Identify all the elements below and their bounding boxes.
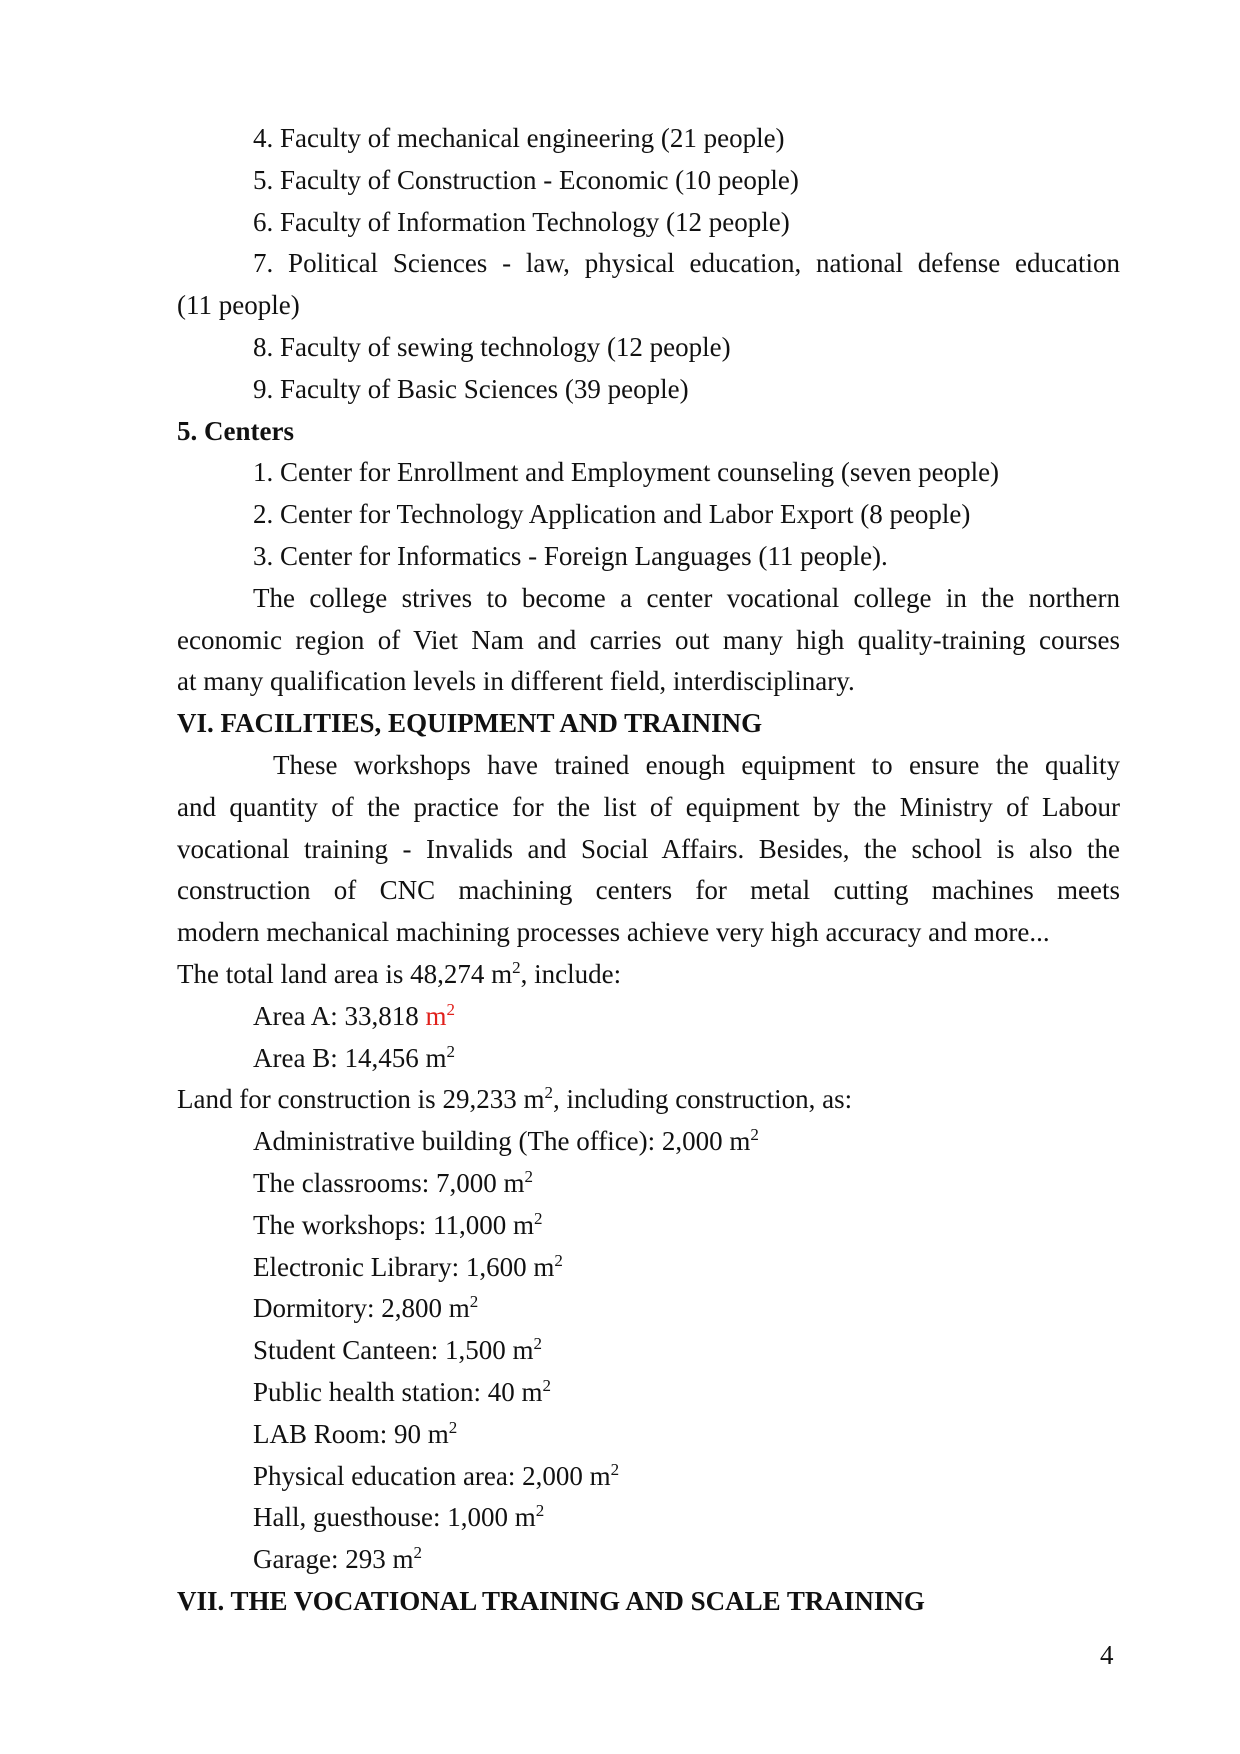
page-number: 4 (1100, 1640, 1114, 1670)
building-canteen: Student Canteen: 1,500 $m^2$ (253, 1334, 542, 1366)
area-a-unit: $m^2$ (425, 999, 455, 1031)
construction-land-suffix: , including construction, as: (552, 1084, 853, 1115)
facilities-paragraph-line-2: and quantity of the practice for the list of equipment by the Ministry of Labour (177, 791, 1120, 822)
superscript-2: 2 (533, 1208, 543, 1228)
college-paragraph-line-2: economic region of Viet Nam and carries out many high quality-training courses (177, 624, 1120, 655)
building-hall-guesthouse: Hall, guesthouse: 1,000 $m^2$ (253, 1501, 545, 1533)
facilities-paragraph-line-3: vocational training - Invalids and Social Affairs. Besides, the school is also the (177, 833, 1120, 864)
superscript-2: 2 (544, 1083, 553, 1103)
faculty-item-5: 5. Faculty of Construction - Economic (10 people) (253, 164, 799, 195)
area-b (177, 1038, 1120, 1080)
college-paragraph-line-1: The college strives to become a center vocational college in the northern (253, 582, 1120, 613)
building-lab-room: LAB Room: 90 $m^2$ (253, 1417, 458, 1449)
building-workshops: The workshops: 11,000 $m^2$ (253, 1208, 543, 1240)
building-physical-education: Physical education area: 2,000 $m^2$ (253, 1459, 620, 1491)
construction-land (177, 1079, 1120, 1121)
building-garage: Garage: 293 $m^2$ (253, 1543, 422, 1575)
area-a-text: Area A: 33,818 (253, 1000, 426, 1031)
superscript-2: 2 (469, 1292, 479, 1312)
faculty-item-4: 4. Faculty of mechanical engineering (21 people) (253, 123, 785, 153)
building-health-station: Public health station: 40 $m^2$ (253, 1375, 551, 1407)
faculty-item-6: 6. Faculty of Information Technology (12 people) (253, 206, 790, 237)
section-7-heading: VII. THE VOCATIONAL TRAINING AND SCALE TRAINING (177, 1585, 925, 1616)
faculty-item-7: 7. Political Sciences - law, physical education, national defense education (253, 248, 1120, 279)
building-dormitory: Dormitory: 2,800 $m^2$ (253, 1292, 479, 1324)
center-item-3: 3. Center for Informatics - Foreign Languages (11 people). (253, 540, 888, 571)
superscript-2: 2 (524, 1166, 533, 1186)
faculty-item-7-continued: (11 people) (177, 290, 300, 321)
college-paragraph-line-3: at many qualification levels in different field, interdisciplinary. (177, 666, 855, 697)
superscript-2: 2 (446, 1041, 455, 1061)
superscript-2: 2 (610, 1459, 620, 1479)
facilities-paragraph-line-4: construction of CNC machining centers for metal cutting machines meets (177, 875, 1120, 906)
construction-land-text: Land for construction is 29,233 m (177, 1084, 545, 1115)
building-classrooms: The classrooms: 7,000 $m^2$ (253, 1166, 533, 1198)
total-land-area (177, 954, 1120, 996)
superscript-2: 2 (446, 999, 455, 1019)
total-land-area-text: The total land area is 48,274 m (177, 958, 513, 989)
faculty-item-8: 8. Faculty of sewing technology (12 people) (253, 331, 731, 362)
center-item-1: 1. Center for Enrollment and Employment counseling (seven people) (253, 457, 1000, 488)
superscript-2: 2 (533, 1334, 542, 1354)
center-item-2: 2. Center for Technology Application and Labor Export (8 people) (253, 499, 971, 530)
faculty-item-9: 9. Faculty of Basic Sciences (39 people) (253, 373, 689, 404)
superscript-2: 2 (554, 1250, 563, 1270)
area-b-text: Area B: 14,456 m (253, 1042, 447, 1073)
section-6-heading: VI. FACILITIES, EQUIPMENT AND TRAINING (177, 708, 763, 739)
superscript-2: 2 (542, 1375, 551, 1395)
superscript-2: 2 (750, 1125, 759, 1145)
building-library: Electronic Library: 1,600 $m^2$ (253, 1250, 563, 1282)
building-administrative: Administrative building (The office): 2,000 $m^2$ (253, 1125, 759, 1157)
facilities-paragraph-line-1: These workshops have trained enough equipment to ensure the quality (273, 749, 1120, 780)
document-body (177, 118, 1120, 1623)
superscript-2: 2 (413, 1543, 422, 1563)
facilities-paragraph-line-5: modern mechanical machining processes achieve very high accuracy and more... (177, 917, 1050, 948)
superscript-2: 2 (535, 1501, 545, 1521)
total-land-area-suffix: , include: (520, 958, 622, 989)
superscript-2: 2 (512, 957, 521, 977)
superscript-2: 2 (448, 1417, 458, 1437)
centers-heading: 5. Centers (177, 415, 294, 446)
area-a (177, 996, 1120, 1038)
